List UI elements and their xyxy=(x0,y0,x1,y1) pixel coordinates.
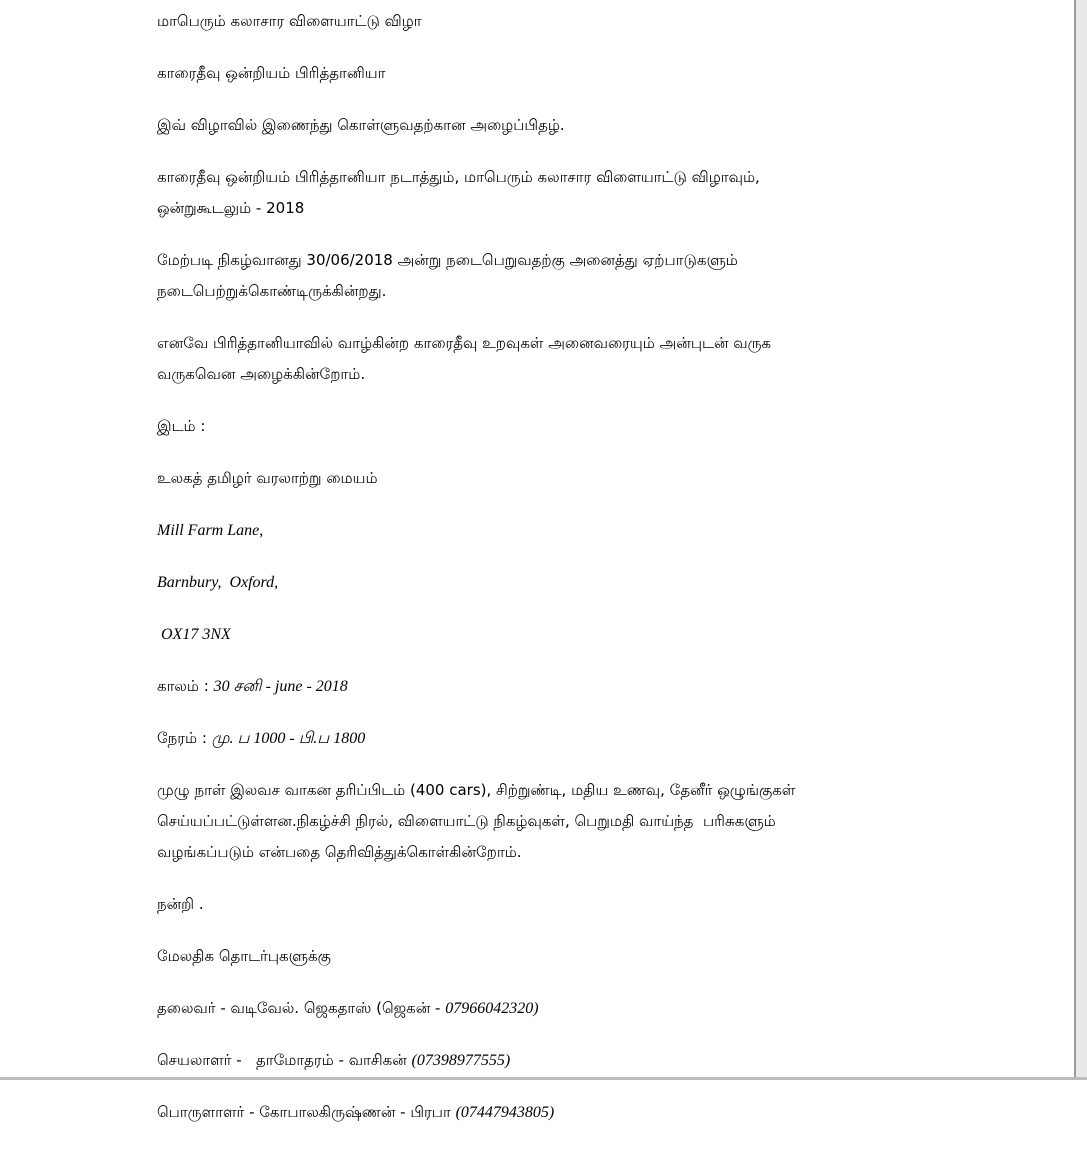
event-line-2: நடைபெற்றுக்கொண்டிருக்கின்றது. xyxy=(157,282,387,300)
contact-role: செயலாளர் - தாமோதரம் - வாசிகன் xyxy=(157,1051,412,1069)
facilities-line-2: செய்யப்பட்டுள்ளன.நிகழ்ச்சி நிரல், விளையாட்டு நிகழ்வுகள், பெறுமதி வாய்ந்த பரிசுகளும் xyxy=(157,812,776,830)
invitation-line: இவ் விழாவில் இணைந்து கொள்ளுவதற்கான அழைப்பிதழ். xyxy=(157,116,565,134)
organisation-name: காரைதீவு ஒன்றியம் பிரித்தானியா xyxy=(157,64,386,82)
date-value: 30 சனி - june - 2018 xyxy=(213,678,348,695)
thanks-line: நன்றி . xyxy=(157,895,204,913)
address-line-1: Mill Farm Lane, xyxy=(157,522,264,539)
contact-president xyxy=(157,993,957,1024)
intro-line-1: காரைதீவு ஒன்றியம் பிரித்தானியா நடாத்தும், மாபெரும் கலாசார விளையாட்டு விழாவும், xyxy=(157,168,760,186)
event-line-1: மேற்படி நிகழ்வானது 30/06/2018 அன்று நடைபெறுவதற்கு அனைத்து ஏற்பாடுகளும் xyxy=(157,251,738,269)
intro-paragraph xyxy=(157,162,957,224)
facilities-line-3: வழங்கப்படும் என்பதை தெரிவித்துக்கொள்கின்றோம். xyxy=(157,843,522,861)
welcome-line-2: வருகவென அழைக்கின்றோம். xyxy=(157,365,366,383)
event-paragraph xyxy=(157,245,957,307)
contact-role: தலைவர் - வடிவேல். ஜெகதாஸ் (ஜெகன் - xyxy=(157,999,446,1017)
time-line xyxy=(157,723,957,754)
page-edge-right xyxy=(1074,0,1076,1080)
time-value: மு. ப 1000 - பி.ப 1800 xyxy=(211,730,366,747)
venue-name: உலகத் தமிழர் வரலாற்று மையம் xyxy=(157,469,378,487)
time-label: நேரம் : xyxy=(157,729,207,747)
date-line xyxy=(157,671,957,702)
welcome-line-1: எனவே பிரித்தானியாவில் வாழ்கின்ற காரைதீவு உறவுகள் அனைவரையும் அன்புடன் வருக xyxy=(157,334,772,352)
address-line-2: Barnbury, Oxford, xyxy=(157,574,279,591)
contacts-heading: மேலதிக தொடர்புகளுக்கு xyxy=(157,947,331,965)
page-edge-shadow xyxy=(1076,0,1087,1080)
contact-treasurer xyxy=(157,1097,957,1128)
date-label: காலம் : xyxy=(157,677,209,695)
intro-line-2: ஒன்றுகூடலும் - 2018 xyxy=(157,199,305,217)
contact-phone: (07447943805) xyxy=(455,1104,555,1121)
document-title: மாபெரும் கலாசார விளையாட்டு விழா xyxy=(157,12,422,30)
facilities-paragraph xyxy=(157,775,957,868)
facilities-line-1: முழு நாள் இலவச வாகன தரிப்பிடம் (400 cars), சிற்றுண்டி, மதிய உணவு, தேனீர் ஒழுங்குகள் xyxy=(157,781,796,799)
contact-role: பொருளாளர் - கோபாலகிருஷ்ணன் - பிரபா xyxy=(157,1103,456,1121)
contact-phone: 07966042320) xyxy=(445,1000,539,1017)
contact-secretary xyxy=(157,1045,957,1076)
venue-label: இடம் : xyxy=(157,417,206,435)
document-body xyxy=(157,6,957,1149)
welcome-paragraph xyxy=(157,328,957,390)
address-line-3: OX17 3NX xyxy=(161,626,231,643)
contact-phone: (07398977555) xyxy=(411,1052,511,1069)
